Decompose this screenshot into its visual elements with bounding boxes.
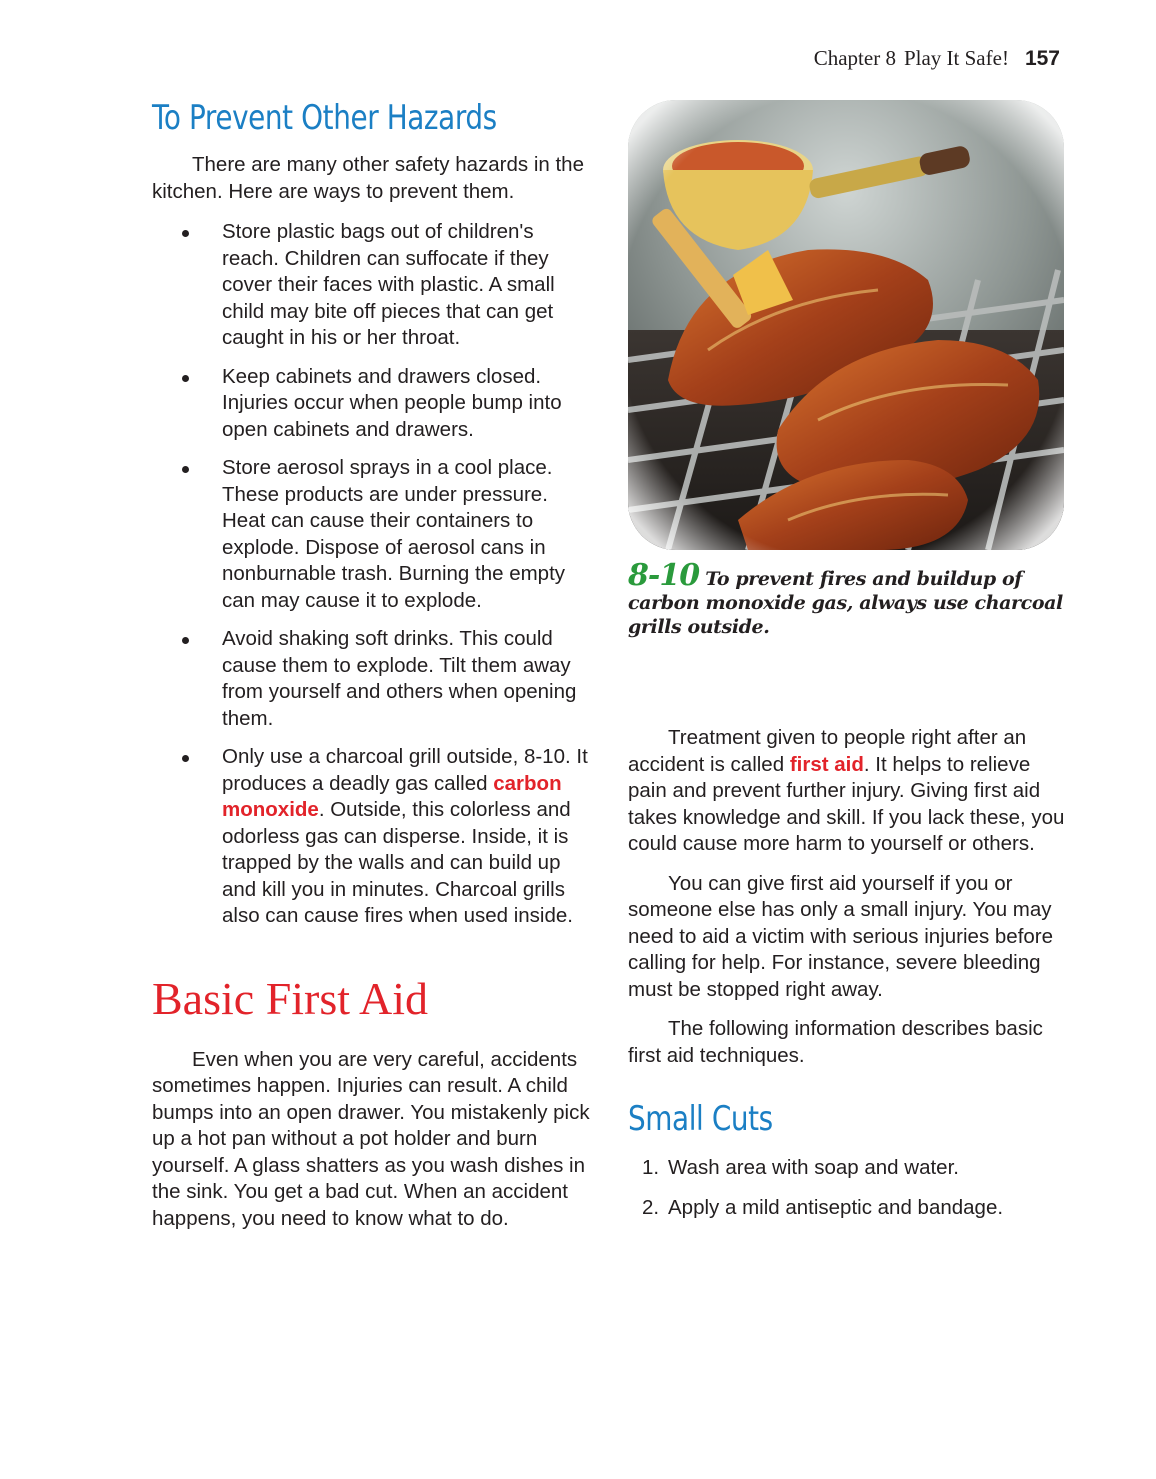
small-cuts-steps [628, 1155, 1068, 1221]
paragraph-text-post: . It helps to relieve pain and prevent further injury. Giving first aid takes knowledge and skill. If you lack these, you could cause more harm to yourself or others. [628, 752, 1065, 855]
chapter-label: Chapter 8 [813, 46, 896, 70]
figure-caption [628, 558, 1068, 639]
list-item [152, 744, 592, 930]
first-aid-intro: Even when you are very careful, accidents sometimes happen. Injuries can result. A child bumps into an open drawer. You mistakenly pick up a hot pan without a pot holder and burn yourself. A glass shatters as you wash dishes in the sink. You get a bad cut. When an accident happens, you need to know what to do. [152, 1047, 590, 1230]
first-aid-text [628, 725, 1068, 1069]
key-term-first-aid: first aid [789, 752, 864, 776]
hazards-intro: There are many other safety hazards in the kitchen. Here are ways to prevent them. [152, 153, 584, 203]
bullet-text: Avoid shaking soft drinks. This could cause them to explode. Tilt them away from yourself and others when opening them. [222, 627, 577, 730]
running-head [814, 46, 1060, 71]
chapter-title: Play It Safe! [903, 46, 1009, 70]
bullet-icon [182, 230, 189, 237]
step-text: Wash area with soap and water. [668, 1156, 959, 1179]
bullet-text-post: . Outside, this colorless and odorless gas can disperse. Inside, it is trapped by the walls and can build up and kill you in minutes. Charcoal grills also can cause fires when used inside. [222, 798, 573, 927]
hazards-heading: To Prevent Other Hazards [152, 98, 497, 138]
page-number: 157 [1024, 47, 1060, 70]
step-text: Apply a mild antiseptic and bandage. [668, 1195, 1004, 1219]
grill-photo [628, 100, 1064, 550]
figure-number: 8-10 [628, 558, 700, 593]
left-column [152, 98, 592, 1232]
figure-caption-text: To prevent fires and buildup of carbon monoxide gas, always use charcoal grills outside. [628, 568, 1063, 638]
list-item [152, 364, 592, 444]
list-item [628, 1195, 1068, 1222]
list-item [152, 219, 592, 352]
first-aid-heading: Basic First Aid [152, 972, 429, 1024]
right-column [628, 100, 1068, 1234]
list-item [152, 455, 592, 614]
paragraph-text-pre: Treatment given to people right after an accident is called [628, 726, 1027, 776]
key-term-carbon-monoxide: carbon monoxide [222, 771, 562, 821]
first-aid-paragraph-1 [628, 725, 1068, 858]
bullet-icon [182, 466, 189, 473]
list-item [152, 626, 592, 732]
bullet-text-pre: Only use a charcoal grill outside, 8-10. It produces a deadly gas called [222, 745, 588, 795]
bullet-text: Keep cabinets and drawers closed. Injuries occur when people bump into open cabinets and drawers. [222, 364, 562, 441]
grill-illustration [628, 100, 1064, 550]
bullet-icon [182, 755, 189, 762]
first-aid-paragraph-2: You can give first aid yourself if you or someone else has only a small injury. You may need to aid a victim with serious injuries before calling for help. For instance, severe bleeding must be stopped right away. [628, 871, 1054, 1001]
bullet-icon [182, 637, 189, 644]
list-item [628, 1155, 1068, 1182]
hazards-list [152, 219, 592, 930]
bullet-icon [182, 375, 189, 382]
small-cuts-heading: Small Cuts [628, 1099, 773, 1139]
step-number: 1. [642, 1156, 660, 1179]
bullet-text [222, 745, 588, 927]
bullet-text: Store aerosol sprays in a cool place. These products are under pressure. Heat can cause their containers to explode. Dispose of aerosol cans in nonburnable trash. Burning the empty can may cause it to explode. [222, 456, 566, 612]
first-aid-paragraph-3: The following information describes basic first aid techniques. [628, 1017, 1043, 1067]
step-number: 2. [642, 1195, 660, 1219]
bullet-text: Store plastic bags out of children's reach. Children can suffocate if they cover their faces with plastic. A small child may bite off pieces that can get caught in his or her throat. [222, 220, 555, 349]
